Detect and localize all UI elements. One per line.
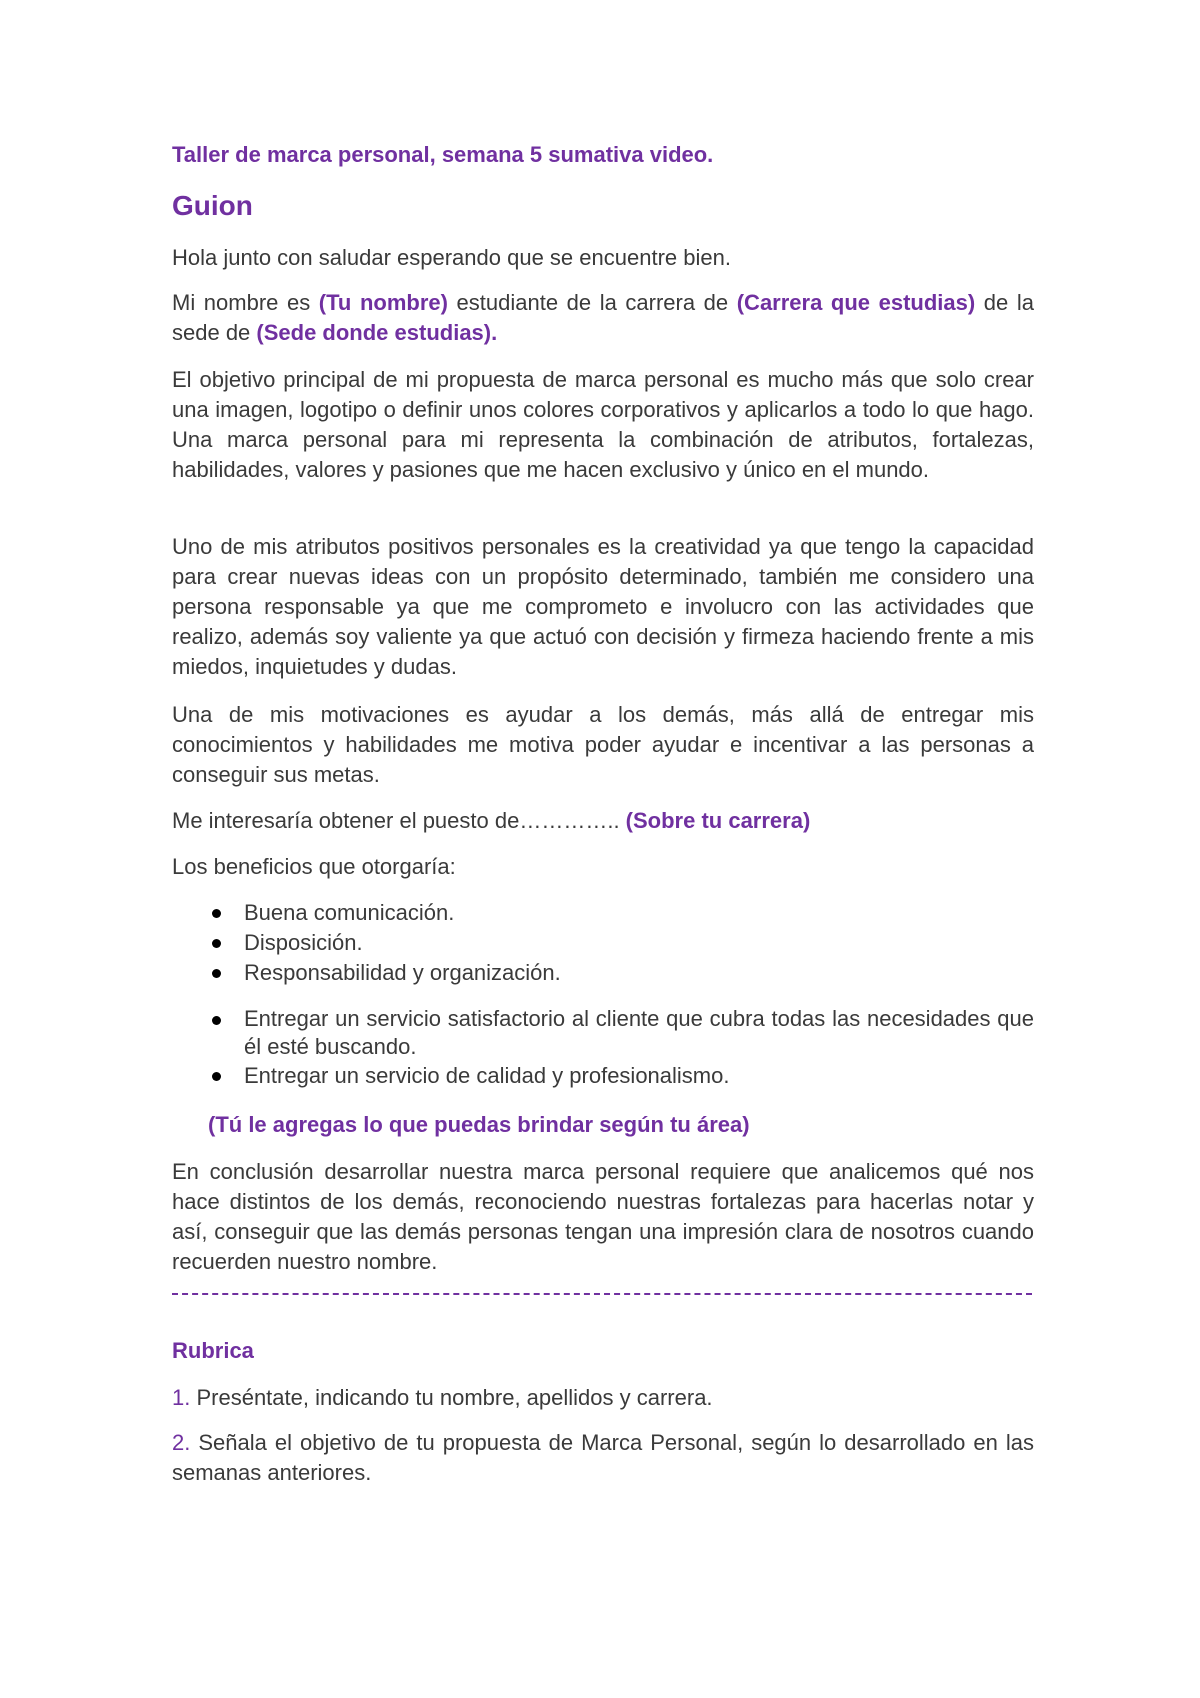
- motivations-paragraph: Una de mis motivaciones es ayudar a los demás, más allá de entregar mis conocimientos y habilidades me motiva poder ayudar e incentivar a las personas a conseguir sus metas.: [172, 702, 1034, 787]
- objective-paragraph: El objetivo principal de mi propuesta de marca personal es mucho más que solo crear una imagen, logotipo o definir unos colores corporativos y aplicarlos a todo lo que hago. Una marca personal para mi representa la combinación de atributos, fortalezas, habilidades, valores y pasiones que me hacen exclusivo y único en el mundo.: [172, 367, 1034, 482]
- position-paragraph: [172, 806, 1034, 836]
- list-item: Entregar un servicio satisfactorio al cliente que cubra todas las necesidades que él esté buscando.: [172, 1005, 1034, 1061]
- intro-text-2: estudiante de la carrera de: [447, 290, 737, 315]
- bullet-icon: [212, 1016, 221, 1025]
- benefits-list-a: [172, 898, 1034, 988]
- section-heading-guion: Guion: [172, 190, 253, 221]
- conclusion-paragraph: En conclusión desarrollar nuestra marca personal requiere que analicemos qué nos hace distintos de los demás, reconociendo nuestras fortalezas para hacerlas notar y así, conseguir que las demás personas tengan una impresión clara de nosotros cuando recuerden nuestro nombre.: [172, 1159, 1034, 1274]
- document-title: Taller de marca personal, semana 5 sumativa video.: [172, 142, 714, 167]
- benefits-intro: Los beneficios que otorgaría:: [172, 854, 456, 879]
- greeting-paragraph: Hola junto con saludar esperando que se encuentre bien.: [172, 245, 731, 270]
- placeholder-name: (Tu nombre): [318, 290, 448, 315]
- bullet-icon: [212, 909, 221, 918]
- list-item: Disposición.: [172, 928, 1034, 958]
- area-note: (Tú le agregas lo que puedas brindar según tu área): [208, 1112, 750, 1137]
- benefits-list-b: [172, 1005, 1034, 1091]
- attributes-paragraph: Uno de mis atributos positivos personales es la creatividad ya que tengo la capacidad para crear nuevas ideas con un propósito determinado, también me considero una persona responsable ya que me comprometo e involucro con las actividades que realizo, además soy valiente ya que actuó con decisión y firmeza haciendo frente a mis miedos, inquietudes y dudas.: [172, 534, 1034, 679]
- rubric-item-1: [172, 1383, 1034, 1413]
- placeholder-position: (Sobre tu carrera): [625, 808, 811, 833]
- intro-text-3: de la sede de: [172, 290, 1034, 345]
- bullet-icon: [212, 969, 221, 978]
- rubric-text: Señala el objetivo de tu propuesta de Marca Personal, según lo desarrollado en las semanas anteriores.: [172, 1430, 1034, 1485]
- rubric-text: Preséntate, indicando tu nombre, apellidos y carrera.: [190, 1385, 713, 1410]
- rubric-heading: Rubrica: [172, 1338, 254, 1363]
- list-item: Responsabilidad y organización.: [172, 958, 1034, 988]
- rubric-number: 2.: [172, 1430, 191, 1455]
- list-item: Buena comunicación.: [172, 898, 1034, 928]
- placeholder-career: (Carrera que estudias): [736, 290, 976, 315]
- rubric-number: 1.: [172, 1385, 191, 1410]
- rubric-item-2: [172, 1428, 1034, 1488]
- position-text: Me interesaría obtener el puesto de…………..: [172, 808, 626, 833]
- list-item: Entregar un servicio de calidad y profesionalismo.: [172, 1061, 1034, 1091]
- dashed-divider: [172, 1293, 1032, 1295]
- intro-text-1: Mi nombre es: [172, 290, 319, 315]
- bullet-icon: [212, 1072, 221, 1081]
- intro-paragraph: [172, 288, 1034, 348]
- placeholder-campus: (Sede donde estudias).: [256, 320, 498, 345]
- bullet-icon: [212, 939, 221, 948]
